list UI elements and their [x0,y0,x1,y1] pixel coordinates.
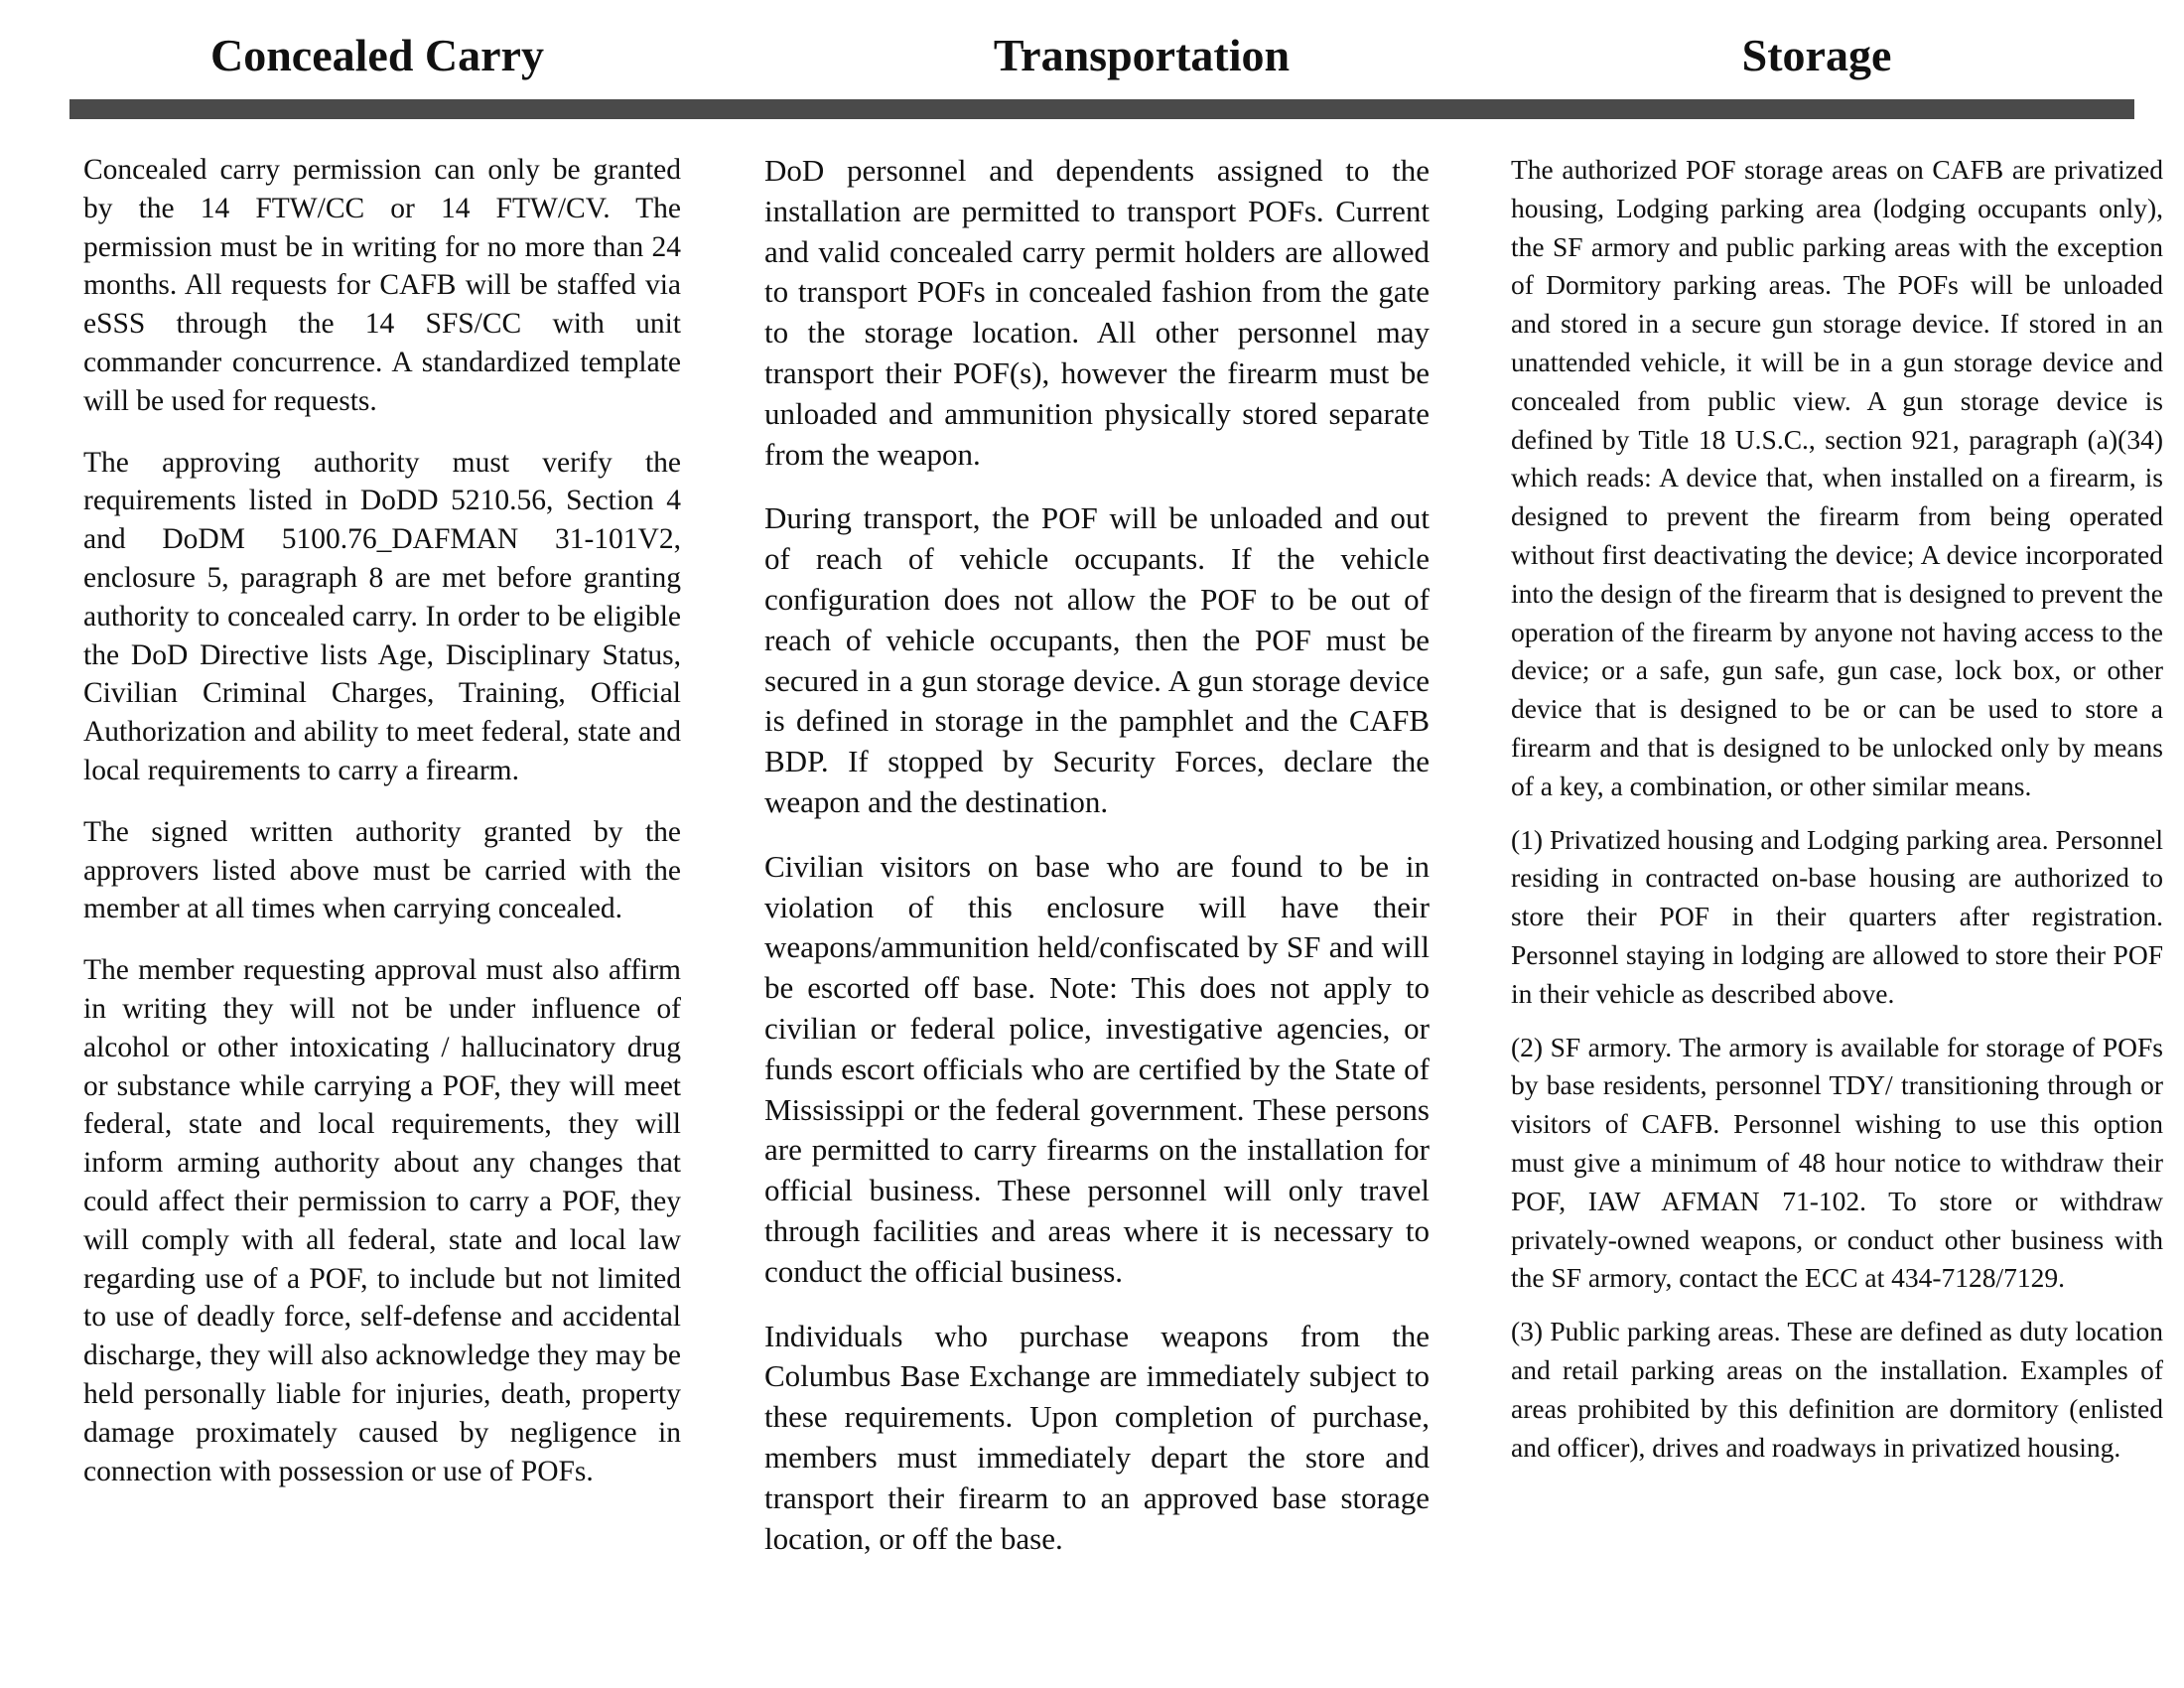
transportation-paragraph: Civilian visitors on base who are found to be in violation of this enclosure will have their weapons/ammunition held/confiscated by SF and will be escorted off base. Note: This does not apply to civilian or federal police, investigative agencies, or funds escort officials who are certified by the State of Mississippi or the federal government. These persons are permitted to carry firearms on the installation for official business. These personnel will only travel through facilities and areas where it is necessary to conduct the official business. [764,848,1430,1289]
concealed-carry-paragraph: The member requesting approval must also affirm in writing they will not be under influence of alcohol or other intoxicating / hallucinatory drug or substance while carrying a POF, they will meet federal, state and local requirements, they will inform arming authority about any changes that could affect their permission to carry a POF, they will comply with all federal, state and local law regarding use of a POF, to include but not limited to use of deadly force, self-defense and accidental discharge, they will also acknowledge they may be held personally liable for injuries, death, property damage proximately caused by negligence in connection with possession or use of POFs. [83,954,681,1487]
transportation-column [764,151,1430,1583]
storage-paragraph: (2) SF armory. The armory is available for storage of POFs by base residents, personnel TDY/ transitioning through or visitors of CAFB. Personnel wishing to use this option must give a minimum of 48 hour notice to withdraw their POF, IAW AFMAN 71-102. To store or withdraw privately-owned weapons, or conduct other business with the SF armory, contact the ECC at 434-7128/7129. [1511,1031,2163,1294]
heading-transportation: Transportation [993,30,1291,80]
concealed-carry-paragraph: The approving authority must verify the requirements listed in DoDD 5210.56, Section 4 and DoDM 5100.76_DAFMAN 31-101V2, enclosure 5, paragraph 8 are met before granting authority to concealed carry. In order to be eligible the DoD Directive lists Age, Disciplinary Status, Civilian Criminal Charges, Training, Official Authorization and ability to meet federal, state and local requirements to carry a firearm. [83,446,681,786]
transportation-paragraph: Individuals who purchase weapons from the Columbus Base Exchange are immediately subject to these requirements. Upon completion of purchase, members must immediately depart the store and transport their firearm to an approved base storage location, or off the base. [764,1318,1430,1556]
concealed-carry-paragraph: The signed written authority granted by the approvers listed above must be carried with the member at all times when carrying concealed. [83,815,681,925]
header-divider-bar [69,99,2134,119]
heading-concealed-carry: Concealed Carry [210,30,544,80]
storage-paragraph: (3) Public parking areas. These are defined as duty location and retail parking areas on the installation. Examples of areas prohibited by this definition are dormitory (enlisted and officer), drives and roadways in privatized housing. [1511,1316,2163,1463]
storage-column [1511,151,2163,1481]
transportation-paragraph: During transport, the POF will be unloaded and out of reach of vehicle occupants. If the vehicle configuration does not allow the POF to be out of reach of vehicle occupants, then the POF must be secured in a gun storage device. A gun storage device is defined in storage in the pamphlet and the CAFB BDP. If stopped by Security Forces, declare the weapon and the destination. [764,500,1430,819]
storage-paragraph: (1) Privatized housing and Lodging parking area. Personnel residing in contracted on-base housing are authorized to store their POF in their quarters after registration. Personnel staying in lodging are allowed to store their POF in their vehicle as described above. [1511,823,2163,1009]
column-headings [69,26,2134,85]
storage-paragraph: The authorized POF storage areas on CAFB are privatized housing, Lodging parking area (lodging occupants only), the SF armory and public parking areas with the exception of Dormitory parking areas. The POFs will be unloaded and stored in a secure gun storage device. If stored in an unattended vehicle, it will be in a gun storage device and concealed from public view. A gun storage device is defined by Title 18 U.S.C., section 921, paragraph (a)(34) which reads: A device that, when installed on a firearm, is designed to prevent the firearm from being operated without first deactivating the device; A device incorporated into the design of the firearm that is designed to prevent the operation of the firearm by anyone not having access to the device; or a safe, gun safe, gun case, lock box, or other device that is designed to be or can be used to store a firearm and that is designed to be unlocked only by means of a key, a combination, or other similar means. [1511,154,2163,801]
concealed-carry-column [83,151,681,1513]
transportation-paragraph: DoD personnel and dependents assigned to the installation are permitted to transport POFs. Current and valid concealed carry permit holders are allowed to transport POFs in concealed fashion from the gate to the storage location. All other personnel may transport their POF(s), however the firearm must be unloaded and ammunition physically stored separate from the weapon. [764,153,1430,472]
heading-storage: Storage [1741,30,1892,80]
concealed-carry-paragraph: Concealed carry permission can only be granted by the 14 FTW/CC or 14 FTW/CV. The permission must be in writing for no more than 24 months. All requests for CAFB will be staffed via eSSS through the 14 SFS/CC with unit commander concurrence. A standardized template will be used for requests. [83,154,681,417]
